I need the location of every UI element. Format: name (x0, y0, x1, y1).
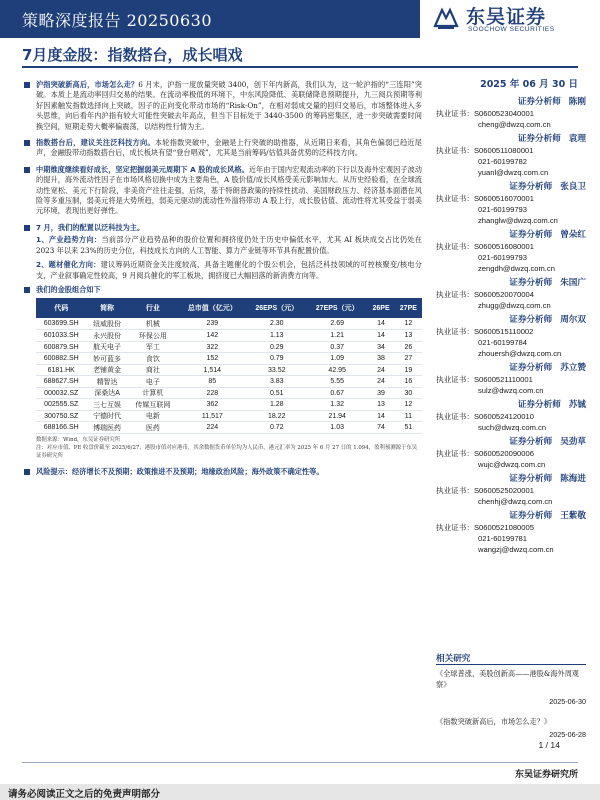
logo-cn-text: 东吴证券 (466, 6, 547, 28)
analyst-email[interactable]: wujc@dwzq.com.cn (478, 460, 546, 469)
table-cell: 永兴股份 (86, 330, 127, 342)
analyst-list (436, 96, 586, 558)
table-cell: 34 (367, 341, 394, 353)
analyst-card (436, 362, 586, 396)
analyst-role-label: 证券分析师 (509, 511, 553, 521)
analyst-email[interactable]: such@dwzq.com.cn (478, 423, 547, 432)
table-header-row (36, 298, 422, 318)
table-cell: 18.22 (247, 410, 307, 422)
bullet-square-icon (24, 140, 30, 146)
table-cell: 宁德时代 (86, 410, 127, 422)
table-cell: 商社 (128, 364, 178, 376)
table-cell: 600879.SH (36, 341, 86, 353)
table-cell: 精智达 (86, 376, 127, 388)
table-row (36, 399, 422, 411)
analyst-name: 朱国广 (560, 278, 586, 288)
table-cell: 1.09 (307, 353, 367, 365)
table-cell: 1.28 (247, 399, 307, 411)
table-cell: 16 (395, 376, 422, 388)
table-cell: 三七互娱 (86, 399, 127, 411)
table-cell: 0.37 (307, 341, 367, 353)
table-cell: 0.51 (247, 387, 307, 399)
table-cell: 152 (178, 353, 246, 365)
related-item-date: 2025-06-30 (549, 697, 586, 706)
table-cell: 224 (178, 422, 246, 434)
table-cell: 142 (178, 330, 246, 342)
table-note: 注：对应市值、PE 收盘价截至 2025/6/27，港股市值对应港币，其余数据货币单位均为人民币，港元汇率为 2025 年 6 月 27 日的 1.094，盈利预测源于东吴证券研究所 (36, 445, 418, 459)
table-cell: 6181.HK (36, 364, 86, 376)
table-cell: 24 (367, 376, 394, 388)
analyst-name: 曾朵红 (560, 230, 586, 240)
report-date: 2025 年 06 月 30 日 (480, 79, 578, 90)
analyst-role (436, 314, 586, 326)
table-cell: 30 (395, 387, 422, 399)
paragraph-text: 近年由于国内宏观流动率的下行以及海外宏观因子波动的提升，海外流动性因子在市场风格切换中成为主要角色，A 股价值/成长风格受美元影响加大。从历史经验看，在全球流动性宽松、美元下行阶段，非美资产往往走强，后续，基于特朗普政策的持续性扰动、美国财政压力、经济基本面潜在风险等多重压制，弱美元将是大势所趋，弱美元驱动的流动性外溢将带动 A 股上行，成长股估值、流动性将尤其受益于弱美元环境，表现出更好弹性。 (36, 164, 422, 216)
analyst-card (436, 229, 586, 274)
table-cell: 11 (395, 410, 422, 422)
table-cell: 2.69 (307, 318, 367, 330)
analyst-role (436, 399, 586, 411)
table-cell: 妙可蓝多 (86, 353, 127, 365)
analyst-phone: 021-60199782 (478, 157, 527, 166)
analyst-phone: 021-60199793 (478, 253, 527, 262)
analyst-card (436, 277, 586, 311)
table-cell: 深桑达A (86, 387, 127, 399)
bullet-square-icon (24, 287, 30, 293)
analyst-role-label: 证券分析师 (517, 134, 561, 144)
table-cell: 13 (367, 399, 394, 411)
analyst-card (436, 473, 586, 507)
analyst-email[interactable]: chenhj@dwzq.com.cn (478, 497, 553, 506)
analyst-role (436, 229, 586, 241)
analyst-role-label: 证券分析师 (509, 230, 553, 240)
paragraph-text: 本轮指数突破中，金融是上行突破的助推器，从近期日来看，其角色偏弱已趋近尾声，金融股带动指数搭台后，成长板块有望“登台唱戏”，尤其是当前筹码/估值具备优势的泛科技方向。 (36, 138, 422, 158)
analyst-name: 陈刚 (568, 97, 586, 107)
table-cell: 老铺黄金 (86, 364, 127, 376)
table-cell: 5.55 (307, 376, 367, 388)
risk-warning (22, 467, 422, 477)
analyst-card (436, 510, 586, 555)
table-cell: 14 (367, 330, 394, 342)
table-cell: 1.21 (307, 330, 367, 342)
summary-paragraph (22, 165, 422, 217)
analyst-name: 苏铖 (568, 400, 586, 410)
table-title: 我们的金股组合如下 (36, 284, 101, 294)
related-divider (436, 664, 586, 665)
analyst-name: 陈海进 (560, 474, 586, 484)
disclaimer-bar (0, 784, 600, 800)
analyst-card (436, 96, 586, 130)
analyst-email[interactable]: sulz@dwzq.com.cn (478, 386, 544, 395)
summary-paragraph (22, 223, 422, 233)
table-cell: 603699.SH (36, 318, 86, 330)
table-row (36, 330, 422, 342)
table-header: 代码 (36, 298, 86, 318)
analyst-role (436, 96, 586, 108)
page-number: 1 / 14 (538, 740, 560, 750)
analyst-phone: 021-60199781 (478, 534, 527, 543)
analyst-role-label: 证券分析师 (509, 363, 553, 373)
analyst-name: 王紫敬 (560, 511, 586, 521)
table-cell: 19 (395, 364, 422, 376)
analyst-license: 执业证书：S0600523040001 (436, 109, 534, 118)
table-cell: 博瑞医药 (86, 422, 127, 434)
analyst-license: 执业证书：S0600521080005 (436, 523, 534, 532)
allocation-item (22, 260, 422, 281)
table-header: 27PE (395, 298, 422, 318)
table-header: 行业 (128, 298, 178, 318)
table-cell: 27 (395, 353, 422, 365)
analyst-role (436, 510, 586, 522)
table-cell: 322 (178, 341, 246, 353)
bullet-square-icon (24, 82, 30, 88)
analyst-phone: 021-60199784 (478, 338, 527, 347)
analyst-email[interactable]: wangzj@dwzq.com.cn (478, 545, 554, 554)
analyst-role (436, 133, 586, 145)
analyst-license: 执业证书：S0600516070001 (436, 194, 534, 203)
analyst-card (436, 314, 586, 359)
analyst-role-label: 证券分析师 (509, 182, 553, 192)
table-cell: 医药 (128, 422, 178, 434)
related-item-date: 2025-06-28 (549, 730, 586, 739)
analyst-email[interactable]: zengdh@dwzq.com.cn (478, 264, 555, 273)
table-cell: 002555.SZ (36, 399, 86, 411)
table-cell: 688166.SH (36, 422, 86, 434)
table-cell: 33.52 (247, 364, 307, 376)
analyst-license: 执业证书：S0600520090006 (436, 449, 534, 458)
summary-paragraph (22, 138, 422, 159)
analyst-license: 执业证书：S0600511080001 (436, 146, 534, 155)
allocation-item (22, 235, 422, 256)
table-body (36, 318, 422, 433)
table-cell: 环保公用 (128, 330, 178, 342)
table-cell: 74 (367, 422, 394, 434)
table-cell: 688627.SH (36, 376, 86, 388)
analyst-license: 执业证书：S0600516080001 (436, 242, 534, 251)
table-cell: 26 (395, 341, 422, 353)
report-label: 策略深度报告 20250630 (22, 11, 213, 30)
bullet-square-icon (24, 167, 30, 173)
analyst-name: 吴劲草 (560, 437, 586, 447)
analyst-card (436, 133, 586, 178)
table-header: 简称 (86, 298, 127, 318)
table-row (36, 318, 422, 330)
table-row (36, 353, 422, 365)
table-cell: 3.83 (247, 376, 307, 388)
table-row (36, 376, 422, 388)
analyst-role (436, 436, 586, 448)
table-cell: 12 (395, 318, 422, 330)
table-cell: 14 (367, 410, 394, 422)
analyst-card (436, 399, 586, 433)
table-header: 26PE (367, 298, 394, 318)
analyst-name: 苏立赞 (560, 363, 586, 373)
related-research-title: 相关研究 (436, 654, 471, 664)
footer-org: 东吴证券研究所 (514, 770, 578, 780)
analyst-role-label: 证券分析师 (517, 400, 561, 410)
table-cell: 电新 (128, 410, 178, 422)
table-cell: 食饮 (128, 353, 178, 365)
table-cell: 21.94 (307, 410, 367, 422)
paragraph-lead: 指数搭台后，建议关注泛科技方向。 (36, 138, 155, 148)
table-header: 总市值（亿元） (178, 298, 246, 318)
stock-portfolio-table (36, 298, 422, 434)
table-cell: 14 (367, 318, 394, 330)
table-row (36, 364, 422, 376)
table-row (36, 341, 422, 353)
table-row (36, 410, 422, 422)
analyst-phone: 021-60199793 (478, 205, 527, 214)
table-cell: 39 (367, 387, 394, 399)
analyst-role (436, 181, 586, 193)
paragraph-lead: 沪指突破新高后，市场怎么走？ (36, 80, 139, 89)
analyst-license: 执业证书：S0600521110001 (436, 375, 533, 384)
table-cell: 51 (395, 422, 422, 434)
analyst-role (436, 362, 586, 374)
table-cell: 12 (395, 399, 422, 411)
table-cell: 航天电子 (86, 341, 127, 353)
paragraph-lead: 7 月，我们的配置以泛科技为主。 (36, 222, 145, 232)
analyst-name: 周尔双 (560, 315, 586, 325)
company-logo (432, 2, 592, 38)
analyst-email[interactable]: cheng@dwzq.com.cn (478, 120, 551, 129)
table-heading (22, 285, 422, 295)
table-cell: 电子 (128, 376, 178, 388)
table-cell: 传媒互联网 (128, 399, 178, 411)
analyst-license: 执业证书：S0600525020001 (436, 486, 534, 495)
allocation-lead: 2、题材催化方向： (36, 260, 101, 270)
table-cell: 1.03 (307, 422, 367, 434)
table-cell: 1.32 (307, 399, 367, 411)
summary-paragraph (22, 80, 422, 132)
analyst-role-label: 证券分析师 (509, 315, 553, 325)
table-cell: 1.13 (247, 330, 307, 342)
table-row (36, 422, 422, 434)
table-cell: 362 (178, 399, 246, 411)
allocation-lead: 1、产业趋势方向： (36, 235, 102, 245)
table-cell: 2.30 (247, 318, 307, 330)
table-cell: 0.72 (247, 422, 307, 434)
table-cell: 13 (395, 330, 422, 342)
table-cell: 1,514 (178, 364, 246, 376)
table-cell: 239 (178, 318, 246, 330)
title-divider (22, 66, 578, 68)
related-item-title: 《全球普涨，美股创新高——港股&海外周观察》 (436, 669, 579, 689)
table-cell: 300750.SZ (36, 410, 86, 422)
analyst-license: 执业证书：S0600520070004 (436, 290, 534, 299)
analyst-email[interactable]: zhugg@dwzq.com.cn (478, 301, 551, 310)
analyst-role-label: 证券分析师 (509, 437, 553, 447)
paragraph-text: 6 月末，沪指一度放量突破 3400，创下年内新高，我们认为，这一轮沪指的“三连阳”突破。本质上是流动率回归交易的结果。在流动率极低的环境下，中东风险降低、美联储降息预期提升，九三阅兵预期等利好因素触发指数选择向上突破，因子的正向变化带动市场的“Risk-On”，在相对弱成交量的回归交易后，市场整体进入多头思维，向后看年内沪指有较大可能性突破去年高点，但当下目标处于 3440-3500 的筹码密集区，进一步突破需要时间换空间，短期走势大概率偏震荡，以结构性行情为主。 (36, 80, 422, 131)
table-cell: 38 (367, 353, 394, 365)
table-cell: 42.95 (307, 364, 367, 376)
table-cell: 0.29 (247, 341, 307, 353)
analyst-name: 张良卫 (560, 182, 586, 192)
table-cell: 000032.SZ (36, 387, 86, 399)
table-header: 27EPS（元） (307, 298, 367, 318)
soochow-logo-icon (432, 4, 460, 32)
table-cell: 机械 (128, 318, 178, 330)
analyst-email[interactable]: yuanl@dwzq.com.cn (478, 168, 549, 177)
related-item[interactable] (436, 716, 586, 740)
report-header-band (0, 0, 420, 38)
analyst-license: 执业证书：S0600524120010 (436, 412, 534, 421)
analyst-email[interactable]: zhanglw@dwzq.com.cn (478, 216, 558, 225)
analyst-role (436, 277, 586, 289)
table-cell: 军工 (128, 341, 178, 353)
analyst-card (436, 436, 586, 470)
risk-text: 经济增长不及预期；政策推进不及预期；地缘政治风险；海外政策不确定性等。 (71, 466, 324, 476)
allocation-text: 建议筹码近期资金关注度较高、具备主题催化的个股公机会，包括泛科技领域的可控核聚变/核电分支，产业叙事确定性较高，9 月阅兵催化的军工板块，拥挤度已大幅回落的新消费方向等。 (36, 260, 422, 280)
bullet-square-icon (24, 225, 30, 231)
table-cell: 228 (178, 387, 246, 399)
analyst-role-label: 证券分析师 (509, 278, 553, 288)
disclaimer-text: 请务必阅读正文之后的免责声明部分 (8, 789, 161, 800)
analyst-license: 执业证书：S0600515110002 (436, 327, 534, 336)
analyst-role (436, 473, 586, 485)
main-column (22, 80, 422, 483)
table-cell: 24 (367, 364, 394, 376)
paragraph-lead: 中期维度继续看好成长，坚定把握弱美元周期下 A 股的成长风格。 (36, 164, 249, 174)
table-cell: 600882.SH (36, 353, 86, 365)
analyst-role-label: 证券分析师 (517, 97, 561, 107)
analyst-email[interactable]: zhouersh@dwzq.com.cn (478, 349, 562, 358)
table-cell: 计算机 (128, 387, 178, 399)
table-row (36, 387, 422, 399)
footer-divider (22, 762, 578, 763)
related-item-title: 《指数突破新高后，市场怎么走？》 (436, 717, 552, 726)
report-title: 7月度金股：指数搭台，成长唱戏 (22, 46, 243, 64)
table-cell: 0.67 (307, 387, 367, 399)
bullet-square-icon (24, 469, 30, 475)
table-source: 数据来源：Wind，东吴证券研究所 (36, 436, 121, 443)
related-item[interactable] (436, 668, 586, 707)
table-cell: 85 (178, 376, 246, 388)
table-cell: 纽威股份 (86, 318, 127, 330)
analyst-name: 袁理 (568, 134, 586, 144)
table-cell: 601033.SH (36, 330, 86, 342)
logo-en-text: SOOCHOW SECURITIES (468, 26, 555, 33)
analyst-role-label: 证券分析师 (509, 474, 553, 484)
allocation-text: 当前部分产业趋势品种的股价位置和拥挤度仍处于历史中偏低水平，尤其 AI 板块成交占比仍处在 2023 年以来 23%的历史分位，科技成长方向的人工智能、算力产业链等环节具有配置价值。 (36, 235, 422, 255)
risk-lead: 风险提示： (36, 466, 72, 476)
table-cell: 11,517 (178, 410, 246, 422)
table-cell: 0.79 (247, 353, 307, 365)
analyst-card (436, 181, 586, 226)
table-header: 26EPS（元） (247, 298, 307, 318)
